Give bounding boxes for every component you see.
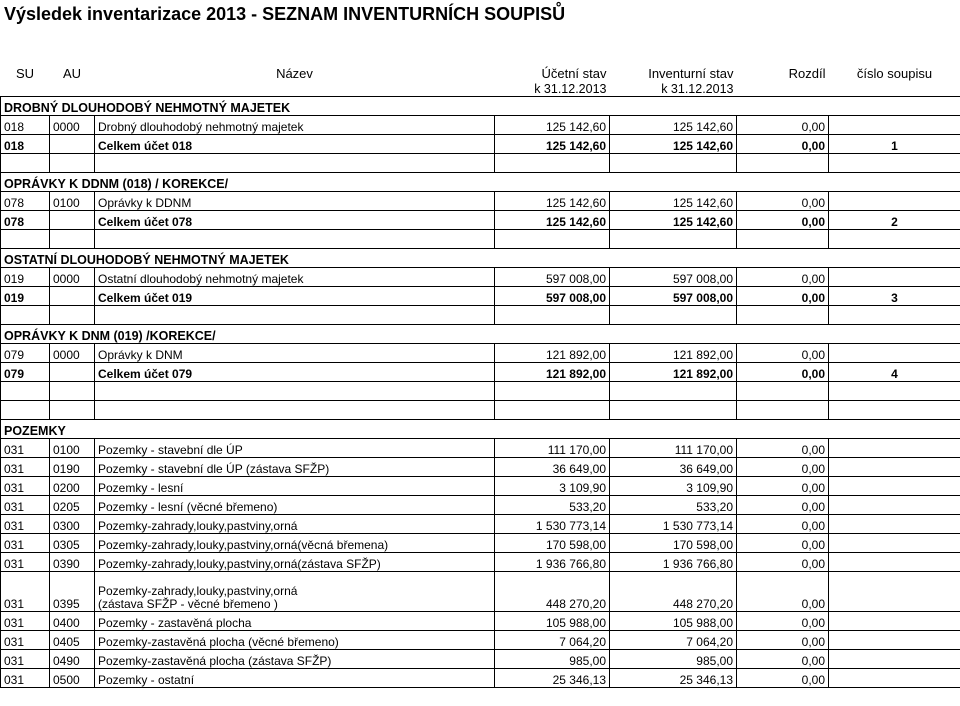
- name-cell: Pozemky-zastavěná plocha (věcné břemeno): [95, 630, 495, 649]
- col-header-su: SU: [15, 66, 35, 81]
- soupis-cell: [829, 668, 960, 687]
- su-cell: 079: [1, 343, 50, 362]
- rozdil-cell: 0,00: [737, 630, 829, 649]
- soupis-cell: [829, 191, 960, 210]
- soupis-cell: [829, 533, 960, 552]
- table-row: [1, 611, 960, 630]
- rozdil-cell: 0,00: [737, 533, 829, 552]
- total-soupis: 3: [829, 286, 960, 305]
- inventurni-cell: 105 988,00: [610, 611, 737, 630]
- au-cell: 0405: [50, 630, 95, 649]
- spacer-row: [1, 229, 960, 248]
- name-cell: Pozemky-zahrady,louky,pastviny,orná(zástava SFŽP): [95, 552, 495, 571]
- su-cell: 031: [1, 495, 50, 514]
- ucetni-cell: 170 598,00: [495, 533, 610, 552]
- table-row: [1, 571, 960, 611]
- su-cell: 031: [1, 476, 50, 495]
- ucetni-cell: 597 008,00: [495, 267, 610, 286]
- soupis-cell: [829, 649, 960, 668]
- col-header-inventurni: Inventurní stav: [648, 66, 734, 81]
- au-cell: 0100: [50, 191, 95, 210]
- name-cell: Pozemky - zastavěná plocha: [95, 611, 495, 630]
- table-row: [1, 630, 960, 649]
- rozdil-cell: 0,00: [737, 514, 829, 533]
- name-cell: Drobný dlouhodobý nehmotný majetek: [95, 115, 495, 134]
- soupis-cell: [829, 267, 960, 286]
- inventurni-date: k 31.12.2013: [661, 81, 734, 96]
- soupis-cell: [829, 115, 960, 134]
- ucetni-cell: 533,20: [495, 495, 610, 514]
- soupis-cell: [829, 571, 960, 611]
- rozdil-cell: 0,00: [737, 438, 829, 457]
- total-rozdil: 0,00: [737, 134, 829, 153]
- su-cell: 031: [1, 668, 50, 687]
- rozdil-cell: 0,00: [737, 571, 829, 611]
- spacer-row: [1, 400, 960, 419]
- inventurni-cell: 111 170,00: [610, 438, 737, 457]
- au-cell: 0205: [50, 495, 95, 514]
- inventurni-cell: 985,00: [610, 649, 737, 668]
- name-cell: Pozemky-zahrady,louky,pastviny,orná: [95, 514, 495, 533]
- total-ucetni: 121 892,00: [495, 362, 610, 381]
- inventory-table: [0, 56, 960, 688]
- name-line-2: (zástava SFŽP - věcné břemeno ): [98, 596, 278, 611]
- rozdil-cell: 0,00: [737, 115, 829, 134]
- header-row: [1, 56, 960, 81]
- au-cell: 0300: [50, 514, 95, 533]
- au-cell: 0100: [50, 438, 95, 457]
- au-cell: 0305: [50, 533, 95, 552]
- table-row: [1, 668, 960, 687]
- inventurni-cell: 125 142,60: [610, 115, 737, 134]
- su-cell: 031: [1, 611, 50, 630]
- au-cell: 0390: [50, 552, 95, 571]
- name-cell: Pozemky - lesní: [95, 476, 495, 495]
- total-inventurni: 597 008,00: [610, 286, 737, 305]
- total-su: 019: [1, 286, 50, 305]
- ucetni-cell: 1 530 773,14: [495, 514, 610, 533]
- su-cell: 031: [1, 514, 50, 533]
- spacer-row: [1, 381, 960, 400]
- name-cell: Pozemky - stavební dle ÚP (zástava SFŽP): [95, 457, 495, 476]
- total-su: 078: [1, 210, 50, 229]
- au-cell: 0200: [50, 476, 95, 495]
- inventurni-cell: 3 109,90: [610, 476, 737, 495]
- table-row: [1, 343, 960, 362]
- inventurni-cell: 448 270,20: [610, 571, 737, 611]
- col-header-nazev: Název: [276, 66, 313, 81]
- ucetni-cell: 1 936 766,80: [495, 552, 610, 571]
- rozdil-cell: 0,00: [737, 343, 829, 362]
- table-row: [1, 267, 960, 286]
- su-cell: 031: [1, 533, 50, 552]
- ucetni-cell: 448 270,20: [495, 571, 610, 611]
- soupis-cell: [829, 457, 960, 476]
- section-header-row: [1, 248, 960, 267]
- rozdil-cell: 0,00: [737, 476, 829, 495]
- su-cell: 018: [1, 115, 50, 134]
- rozdil-cell: 0,00: [737, 649, 829, 668]
- total-rozdil: 0,00: [737, 362, 829, 381]
- section-header-row: [1, 419, 960, 438]
- au-cell: 0000: [50, 267, 95, 286]
- inventurni-cell: 25 346,13: [610, 668, 737, 687]
- su-cell: 019: [1, 267, 50, 286]
- ucetni-cell: 3 109,90: [495, 476, 610, 495]
- section-label: DROBNÝ DLOUHODOBÝ NEHMOTNÝ MAJETEK: [1, 96, 737, 115]
- au-cell: 0000: [50, 343, 95, 362]
- rozdil-cell: 0,00: [737, 457, 829, 476]
- au-cell: 0500: [50, 668, 95, 687]
- total-label: Celkem účet 019: [95, 286, 495, 305]
- ucetni-cell: 25 346,13: [495, 668, 610, 687]
- au-cell: 0400: [50, 611, 95, 630]
- spacer-row: [1, 153, 960, 172]
- rozdil-cell: 0,00: [737, 191, 829, 210]
- soupis-cell: [829, 343, 960, 362]
- total-soupis: 4: [829, 362, 960, 381]
- table-row: [1, 476, 960, 495]
- soupis-cell: [829, 611, 960, 630]
- ucetni-cell: 111 170,00: [495, 438, 610, 457]
- rozdil-cell: 0,00: [737, 611, 829, 630]
- name-cell: Pozemky - stavební dle ÚP: [95, 438, 495, 457]
- table-row: [1, 495, 960, 514]
- total-inventurni: 125 142,60: [610, 210, 737, 229]
- table-row: [1, 533, 960, 552]
- ucetni-date: k 31.12.2013: [534, 81, 607, 96]
- rozdil-cell: 0,00: [737, 668, 829, 687]
- ucetni-cell: 125 142,60: [495, 115, 610, 134]
- au-cell: 0000: [50, 115, 95, 134]
- total-soupis: 1: [829, 134, 960, 153]
- ucetni-cell: 105 988,00: [495, 611, 610, 630]
- name-cell: Pozemky-zahrady,louky,pastviny,orná(věcná břemena): [95, 533, 495, 552]
- section-label: OPRÁVKY K DNM (019) /KOREKCE/: [1, 324, 737, 343]
- inventurni-cell: 597 008,00: [610, 267, 737, 286]
- su-cell: 031: [1, 630, 50, 649]
- soupis-cell: [829, 476, 960, 495]
- total-su: 079: [1, 362, 50, 381]
- su-cell: 031: [1, 649, 50, 668]
- total-row: [1, 362, 960, 381]
- total-label: Celkem účet 018: [95, 134, 495, 153]
- name-cell: Pozemky - ostatní: [95, 668, 495, 687]
- total-row: [1, 210, 960, 229]
- rozdil-cell: 0,00: [737, 495, 829, 514]
- table-row: [1, 514, 960, 533]
- su-cell: 031: [1, 457, 50, 476]
- inventurni-cell: 36 649,00: [610, 457, 737, 476]
- name-cell: Ostatní dlouhodobý nehmotný majetek: [95, 267, 495, 286]
- su-cell: 031: [1, 552, 50, 571]
- total-inventurni: 125 142,60: [610, 134, 737, 153]
- au-cell: 0395: [50, 571, 95, 611]
- total-inventurni: 121 892,00: [610, 362, 737, 381]
- col-header-au: AU: [62, 66, 82, 81]
- su-cell: 078: [1, 191, 50, 210]
- soupis-cell: [829, 552, 960, 571]
- soupis-cell: [829, 438, 960, 457]
- rozdil-cell: 0,00: [737, 552, 829, 571]
- ucetni-cell: 36 649,00: [495, 457, 610, 476]
- name-cell: Oprávky k DNM: [95, 343, 495, 362]
- spacer-row: [1, 305, 960, 324]
- rozdil-cell: 0,00: [737, 267, 829, 286]
- header-date-row: [1, 81, 960, 96]
- soupis-cell: [829, 514, 960, 533]
- total-row: [1, 286, 960, 305]
- total-row: [1, 134, 960, 153]
- col-header-cislo: číslo soupisu: [856, 66, 933, 81]
- name-line-1: Pozemky-zahrady,louky,pastviny,orná: [98, 583, 298, 598]
- su-cell: 031: [1, 571, 50, 611]
- soupis-cell: [829, 630, 960, 649]
- total-soupis: 2: [829, 210, 960, 229]
- table-row: [1, 552, 960, 571]
- section-label: OSTATNÍ DLOUHODOBÝ NEHMOTNÝ MAJETEK: [1, 248, 737, 267]
- col-header-ucetni: Účetní stav: [541, 66, 607, 81]
- total-label: Celkem účet 078: [95, 210, 495, 229]
- table-row: [1, 191, 960, 210]
- total-ucetni: 125 142,60: [495, 210, 610, 229]
- name-cell: Oprávky k DDNM: [95, 191, 495, 210]
- au-cell: 0490: [50, 649, 95, 668]
- total-rozdil: 0,00: [737, 286, 829, 305]
- au-cell: 0190: [50, 457, 95, 476]
- inventurni-cell: 533,20: [610, 495, 737, 514]
- section-label: POZEMKY: [1, 419, 737, 438]
- col-header-rozdil: Rozdíl: [788, 66, 826, 81]
- section-label: OPRÁVKY K DDNM (018) / KOREKCE/: [1, 172, 737, 191]
- total-ucetni: 597 008,00: [495, 286, 610, 305]
- table-row: [1, 649, 960, 668]
- section-header-row: [1, 96, 960, 115]
- ucetni-cell: 7 064,20: [495, 630, 610, 649]
- name-cell: [95, 571, 495, 611]
- ucetni-cell: 985,00: [495, 649, 610, 668]
- name-cell: Pozemky - lesní (věcné břemeno): [95, 495, 495, 514]
- section-header-row: [1, 324, 960, 343]
- table-row: [1, 457, 960, 476]
- table-row: [1, 438, 960, 457]
- ucetni-cell: 125 142,60: [495, 191, 610, 210]
- page-title: Výsledek inventarizace 2013 - SEZNAM INVENTURNÍCH SOUPISŮ: [4, 4, 566, 24]
- total-label: Celkem účet 079: [95, 362, 495, 381]
- soupis-cell: [829, 495, 960, 514]
- total-su: 018: [1, 134, 50, 153]
- total-ucetni: 125 142,60: [495, 134, 610, 153]
- inventurni-cell: 1 936 766,80: [610, 552, 737, 571]
- inventurni-cell: 1 530 773,14: [610, 514, 737, 533]
- name-cell: Pozemky-zastavěná plocha (zástava SFŽP): [95, 649, 495, 668]
- ucetni-cell: 121 892,00: [495, 343, 610, 362]
- inventurni-cell: 170 598,00: [610, 533, 737, 552]
- inventurni-cell: 7 064,20: [610, 630, 737, 649]
- inventurni-cell: 121 892,00: [610, 343, 737, 362]
- inventurni-cell: 125 142,60: [610, 191, 737, 210]
- total-rozdil: 0,00: [737, 210, 829, 229]
- su-cell: 031: [1, 438, 50, 457]
- table-row: [1, 115, 960, 134]
- section-header-row: [1, 172, 960, 191]
